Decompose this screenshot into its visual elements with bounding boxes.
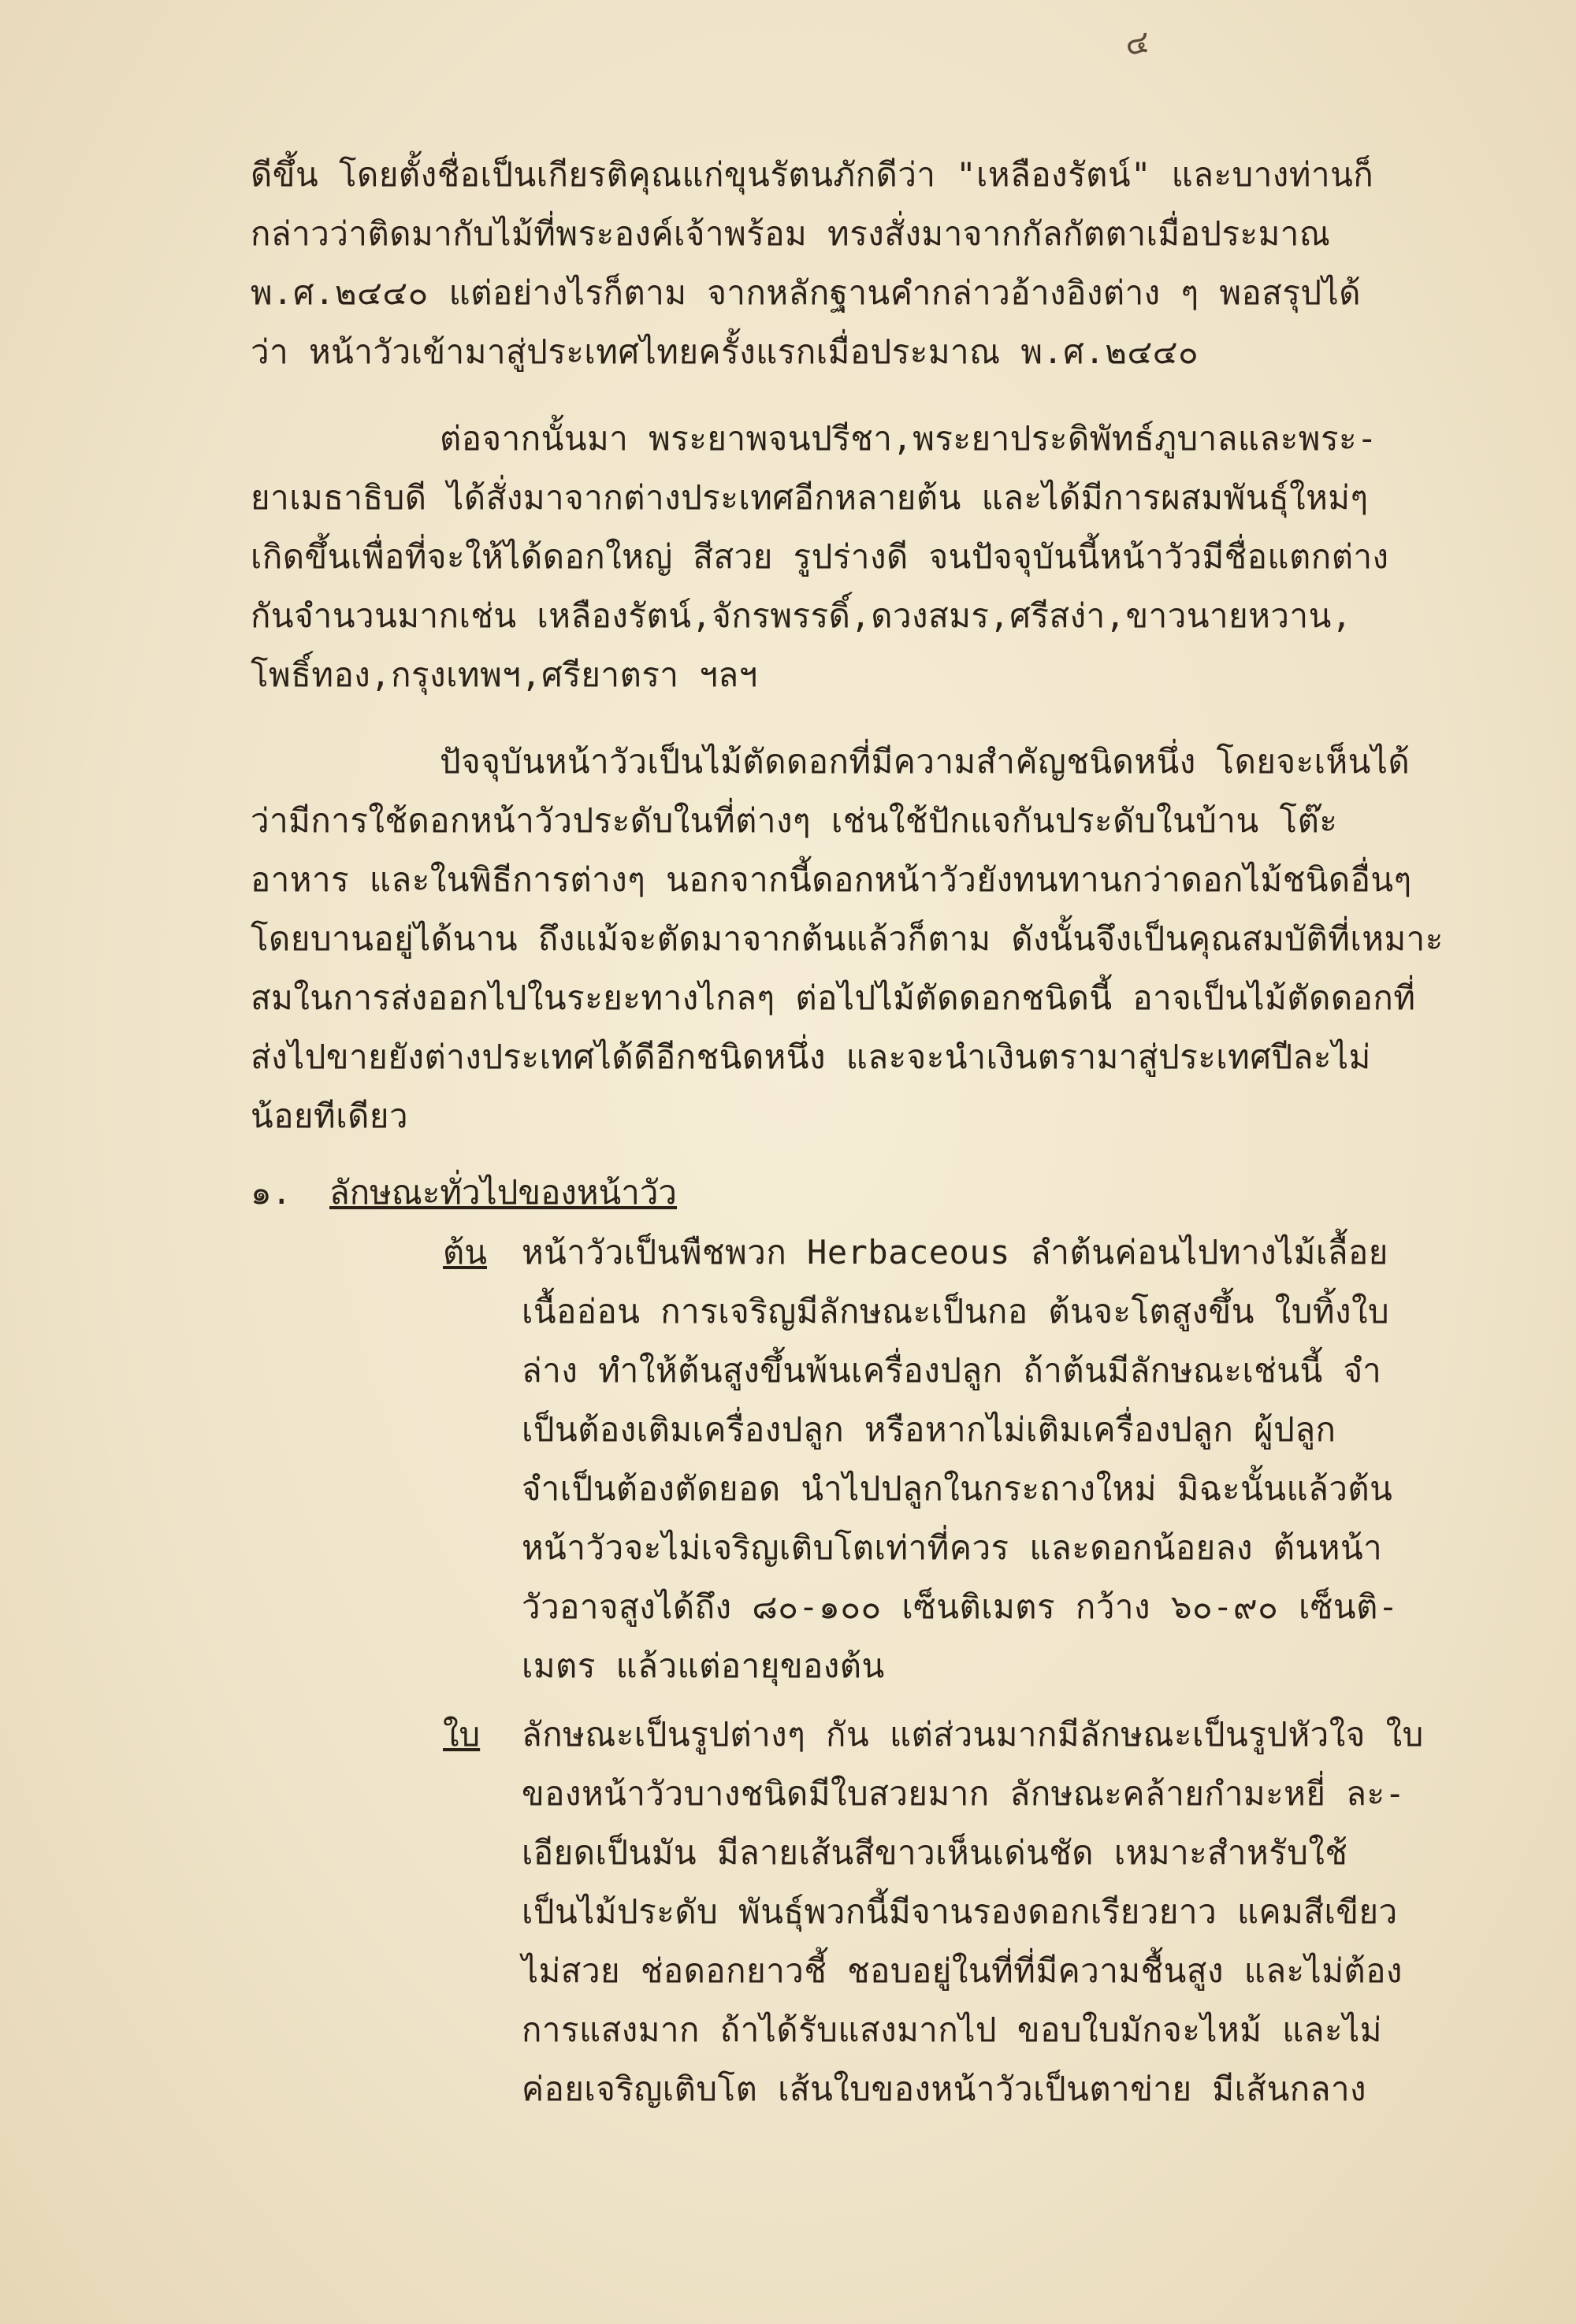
text-line: ของหน้าวัวบางชนิดมีใบสวยมาก ลักษณะคล้ายกำมะหยี่ ละ- (522, 1774, 1406, 1813)
text-line: เป็นต้องเติมเครื่องปลูก หรือหากไม่เติมเครื่องปลูก ผู้ปลูก (522, 1410, 1336, 1449)
section-number: ๑. (251, 1173, 292, 1212)
text-line: ปัจจุบันหน้าวัวเป็นไม้ตัดดอกที่มีความสำคัญชนิดหนึ่ง โดยจะเห็นได้ (440, 742, 1411, 781)
text-line: สมในการส่งออกไปในระยะทางไกลๆ ต่อไปไม้ตัดดอกชนิดนี้ อาจเป็นไม้ตัดดอกที่ (251, 978, 1416, 1017)
text-line: โดยบานอยู่ได้นาน ถึงแม้จะตัดมาจากต้นแล้วก็ตาม ดังนั้นจึงเป็นคุณสมบัติที่เหมาะ (251, 919, 1444, 958)
text-line: ดีขึ้น โดยตั้งชื่อเป็นเกียรติคุณแก่ขุนรัตนภักดีว่า "เหลืองรัตน์" และบางท่านก็ (251, 155, 1374, 194)
text-line: หน้าวัวจะไม่เจริญเติบโตเท่าที่ควร และดอกน้อยลง ต้นหน้า (522, 1528, 1383, 1567)
text-line: ว่า หน้าวัวเข้ามาสู่ประเทศไทยครั้งแรกเมื่อประมาณ พ.ศ.๒๔๔๐ (251, 332, 1199, 371)
text-line: จำเป็นต้องตัดยอด นำไปปลูกในกระถางใหม่ มิฉะนั้นแล้วต้น (522, 1469, 1393, 1508)
text-line: วัวอาจสูงได้ถึง ๘๐-๑๐๐ เซ็นติเมตร กว้าง ๖๐-๙๐ เซ็นติ- (522, 1587, 1399, 1626)
leaf-label: ใบ (443, 1715, 481, 1754)
text-line: โพธิ์ทอง,กรุงเทพฯ,ศรียาตรา ฯลฯ (251, 655, 758, 694)
text-line: ต่อจากนั้นมา พระยาพจนปรีชา,พระยาประดิพัทธ์ภูบาลและพระ- (440, 419, 1377, 458)
text-line: ส่งไปขายยังต่างประเทศได้ดีอีกชนิดหนึ่ง และจะนำเงินตรามาสู่ประเทศปีละไม่ (251, 1038, 1371, 1076)
text-line: ยาเมธาธิบดี ได้สั่งมาจากต่างประเทศอีกหลายต้น และได้มีการผสมพันธุ์ใหม่ๆ (251, 478, 1369, 517)
text-line: เอียดเป็นมัน มีลายเส้นสีขาวเห็นเด่นชัด เหมาะสำหรับใช้ (522, 1833, 1348, 1872)
text-line: พ.ศ.๒๔๔๐ แต่อย่างไรก็ตาม จากหลักฐานคำกล่าวอ้างอิงต่าง ๆ พอสรุปได้ (251, 273, 1361, 312)
text-line: ล่าง ทำให้ต้นสูงขึ้นพ้นเครื่องปลูก ถ้าต้นมีลักษณะเช่นนี้ จำ (522, 1351, 1382, 1390)
text-line: กันจำนวนมากเช่น เหลืองรัตน์,จักรพรรดิ์,ดวงสมร,ศรีสง่า,ขาวนายหวาน, (251, 596, 1352, 635)
page-number-mark: ๔ (1123, 24, 1152, 63)
text-line: ว่ามีการใช้ดอกหน้าวัวประดับในที่ต่างๆ เช่นใช้ปักแจกันประดับในบ้าน โต๊ะ (251, 801, 1338, 840)
text-line: เมตร แล้วแต่อายุของต้น (522, 1646, 885, 1685)
text-line: ค่อยเจริญเติบโต เส้นใบของหน้าวัวเป็นตาข่าย มีเส้นกลาง (522, 2070, 1367, 2108)
text-line: เนื้ออ่อน การเจริญมีลักษณะเป็นกอ ต้นจะโตสูงขึ้น ใบทิ้งใบ (522, 1292, 1390, 1331)
text-line: น้อยทีเดียว (251, 1097, 409, 1135)
text-line: เกิดขึ้นเพื่อที่จะให้ได้ดอกใหญ่ สีสวย รูปร่างดี จนปัจจุบันนี้หน้าวัวมีชื่อแตกต่าง (251, 537, 1389, 576)
text-line: ไม่สวย ช่อดอกยาวชี้ ชอบอยู่ในที่ที่มีความชื้นสูง และไม่ต้อง (522, 1951, 1403, 1990)
text-line: การแสงมาก ถ้าได้รับแสงมากไป ขอบใบมักจะไหม้ และไม่ (522, 2010, 1382, 2049)
text-line: กล่าวว่าติดมากับไม้ที่พระองค์เจ้าพร้อม ทรงสั่งมาจากกัลกัตตาเมื่อประมาณ (251, 214, 1331, 253)
text-line: อาหาร และในพิธีการต่างๆ นอกจากนี้ดอกหน้าวัวยังทนทานกว่าดอกไม้ชนิดอื่นๆ (251, 860, 1412, 899)
text-line: หน้าวัวเป็นพืชพวก Herbaceous ลำต้นค่อนไปทางไม้เลื้อย (522, 1233, 1388, 1272)
stem-label: ต้น (443, 1233, 487, 1272)
text-line: ลักษณะเป็นรูปต่างๆ กัน แต่ส่วนมากมีลักษณะเป็นรูปหัวใจ ใบ (522, 1715, 1424, 1754)
section-title: ลักษณะทั่วไปของหน้าวัว (329, 1173, 678, 1212)
text-line: เป็นไม้ประดับ พันธุ์พวกนี้มีจานรองดอกเรียวยาว แคมสีเขียว (522, 1892, 1398, 1931)
